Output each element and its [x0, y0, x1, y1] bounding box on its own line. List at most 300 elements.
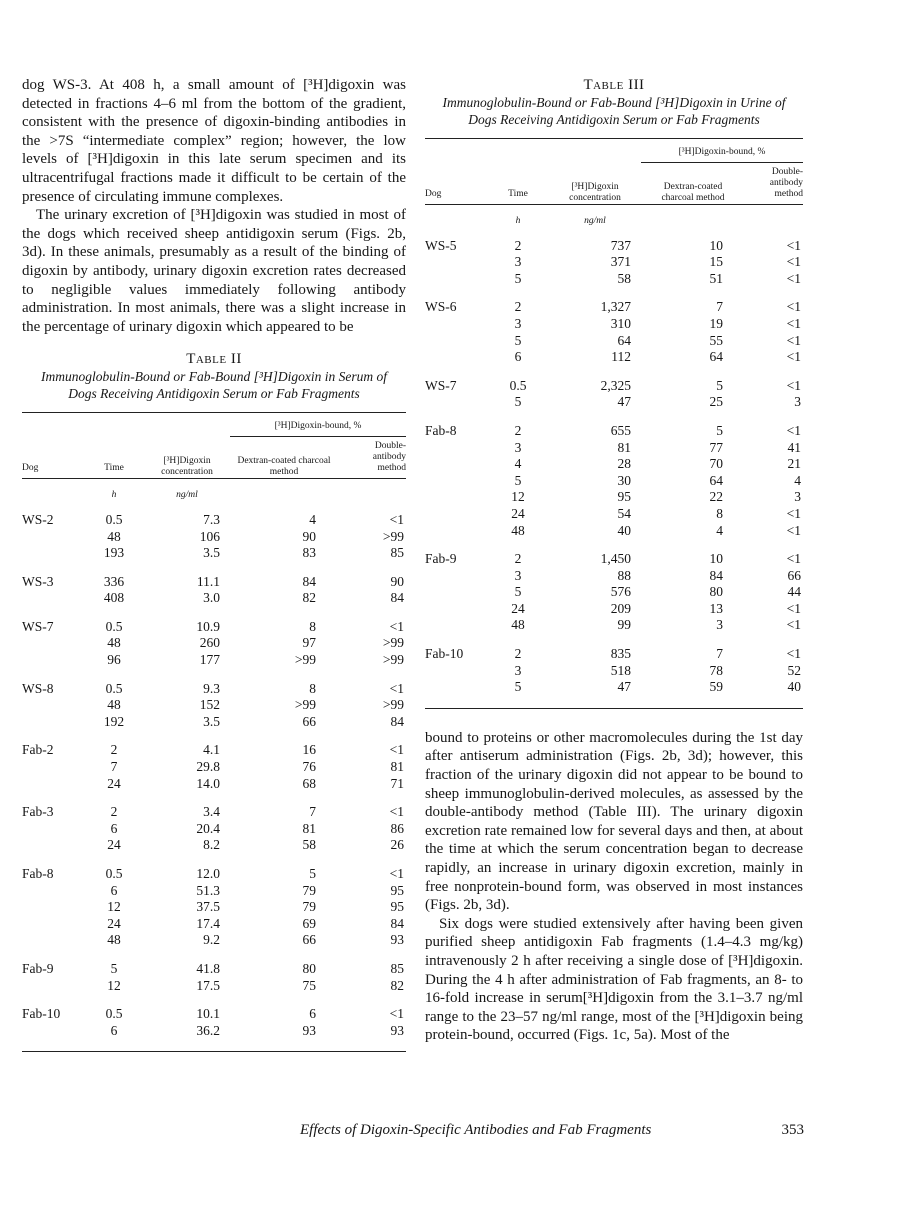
dextran-cell: 68 — [302, 775, 316, 791]
time-cell: 5 — [110, 960, 118, 976]
dextran-cell: 80 — [709, 584, 723, 600]
table2-group-header: [³H]Digoxin-bound, % — [230, 413, 406, 442]
concentration-cell: 371 — [610, 254, 631, 270]
dog-label: Fab-9 — [425, 551, 457, 567]
double-antibody-cell: 40 — [787, 679, 801, 695]
concentration-cell: 576 — [610, 584, 631, 600]
double-antibody-cell: 82 — [390, 977, 404, 993]
double-antibody-cell: 86 — [390, 820, 404, 836]
double-antibody-cell: <1 — [786, 299, 801, 315]
double-antibody-cell: 81 — [390, 759, 404, 775]
concentration-cell: 112 — [611, 349, 631, 365]
dextran-cell: 84 — [709, 567, 723, 583]
table-row — [425, 679, 803, 708]
time-cell: 24 — [107, 915, 121, 931]
table3-group — [425, 299, 803, 377]
concentration-cell: 310 — [610, 315, 631, 331]
time-cell: 0.5 — [509, 377, 527, 393]
dextran-cell: 83 — [302, 545, 316, 561]
dextran-cell: 25 — [709, 394, 723, 410]
table3-group — [425, 238, 803, 300]
concentration-cell: 3.5 — [203, 545, 220, 561]
dextran-cell: 79 — [302, 882, 316, 898]
time-cell: 2 — [110, 804, 118, 820]
table2-unit-time: h — [111, 490, 117, 501]
dog-label: WS-7 — [22, 618, 54, 634]
table3-group — [425, 551, 803, 646]
double-antibody-cell: <1 — [786, 522, 801, 538]
concentration-cell: 177 — [199, 652, 220, 668]
table2-col-time: Time — [84, 441, 144, 479]
table2-col-conc: [³H]Digoxin concentration — [144, 441, 230, 479]
table-row — [425, 333, 803, 350]
running-title: Effects of Digoxin-Specific Antibodies and Fab Fragments — [300, 1122, 652, 1138]
table-row — [425, 316, 803, 333]
table-row — [22, 529, 406, 546]
double-antibody-cell: >99 — [382, 652, 404, 668]
table-row — [22, 932, 406, 961]
dextran-cell: 97 — [302, 635, 316, 651]
dextran-cell: 75 — [302, 977, 316, 993]
table2-group — [22, 804, 406, 866]
concentration-cell: 260 — [199, 635, 220, 651]
double-antibody-cell: <1 — [786, 646, 801, 662]
double-antibody-cell: <1 — [389, 1006, 404, 1022]
concentration-cell: 37.5 — [196, 899, 220, 915]
table3 — [425, 138, 803, 713]
dextran-cell: >99 — [294, 652, 316, 668]
dextran-cell: 82 — [302, 590, 316, 606]
dextran-cell: 5 — [716, 377, 723, 393]
time-cell: 48 — [511, 617, 525, 633]
dextran-cell: 70 — [709, 456, 723, 472]
dextran-cell: 84 — [302, 573, 316, 589]
table-row — [425, 440, 803, 457]
time-cell: 192 — [103, 713, 125, 729]
concentration-cell: 3.4 — [203, 804, 220, 820]
time-cell: 2 — [514, 551, 522, 567]
dextran-cell: 15 — [709, 254, 723, 270]
table2-group — [22, 681, 406, 743]
time-cell: 48 — [511, 522, 525, 538]
double-antibody-cell: <1 — [786, 349, 801, 365]
table2-group — [22, 866, 406, 961]
table3-group — [425, 423, 803, 551]
time-cell: 2 — [514, 299, 522, 315]
concentration-cell: 47 — [617, 679, 631, 695]
table-row — [22, 1023, 406, 1052]
double-antibody-cell: 85 — [390, 545, 404, 561]
concentration-cell: 3.0 — [203, 590, 220, 606]
time-cell: 6 — [110, 882, 118, 898]
double-antibody-cell: 90 — [390, 573, 404, 589]
table-row — [22, 759, 406, 776]
table2-col-dextran: Dextran-coated charcoal method — [230, 441, 338, 479]
left-column — [22, 76, 406, 1056]
table2-number: Table II — [186, 351, 242, 368]
double-antibody-cell: 3 — [794, 394, 801, 410]
dextran-cell: 22 — [709, 489, 723, 505]
table-row — [425, 456, 803, 473]
dog-label: Fab-3 — [22, 804, 54, 820]
concentration-cell: 54 — [617, 505, 631, 521]
table-row — [425, 238, 803, 255]
concentration-cell: 4.1 — [203, 742, 220, 758]
table2-group — [22, 1006, 406, 1052]
concentration-cell: 17.5 — [196, 977, 220, 993]
table3-number: Table III — [583, 77, 645, 93]
time-cell: 48 — [107, 635, 121, 651]
dextran-cell: 6 — [309, 1006, 316, 1022]
table-row — [22, 916, 406, 933]
double-antibody-cell: <1 — [786, 377, 801, 393]
table2-group — [22, 619, 406, 681]
double-antibody-cell: 4 — [794, 472, 801, 488]
table-row — [22, 978, 406, 1007]
concentration-cell: 28 — [617, 456, 631, 472]
time-cell: 0.5 — [105, 1006, 123, 1022]
page-number: 353 — [781, 1122, 804, 1138]
dextran-cell: 66 — [302, 713, 316, 729]
table-row — [22, 714, 406, 743]
time-cell: 5 — [514, 679, 522, 695]
dextran-cell: 3 — [716, 617, 723, 633]
dextran-cell: 79 — [302, 899, 316, 915]
dextran-cell: 76 — [302, 759, 316, 775]
concentration-cell: 64 — [617, 332, 631, 348]
table-row — [425, 523, 803, 552]
concentration-cell: 41.8 — [196, 960, 220, 976]
concentration-cell: 10.1 — [196, 1006, 220, 1022]
time-cell: 336 — [103, 573, 125, 589]
time-cell: 0.5 — [105, 680, 123, 696]
time-cell: 96 — [107, 652, 121, 668]
table-row — [425, 551, 803, 568]
double-antibody-cell: 93 — [390, 1022, 404, 1038]
time-cell: 12 — [107, 899, 121, 915]
right-paragraph-2: Six dogs were studied extensively after having been given purified sheep antidigoxin Fab fragments (1.4–4.3 mg/kg) intravenously 2 h after receiving a single dose of [³H]digoxin. During the 4 h after administration of Fab fragments, an 8- to 16-fold increase in serum[³H]digoxin from the 3.1–3.7 ng/ml range to the 23–57 ng/ml range, most of the [³H]digoxin being protein-bound, occurred (Figs. 1c, 5a). Most of the — [425, 915, 803, 1044]
time-cell: 5 — [514, 270, 522, 286]
left-paragraph-2: The urinary excretion of [³H]digoxin was studied in most of the dogs which received sheep antidigoxin serum (Figs. 2b, 3d). In these animals, presumably as a result of the binding of digoxin by antibody, urinary digoxin excretion rates decreased to negligible values immediately following antibody administration. In most animals, there was a slight increase in the percentage of urinary digoxin which appeared to be — [22, 207, 406, 335]
table2-group — [22, 742, 406, 804]
table-row — [425, 584, 803, 601]
dog-label: WS-5 — [425, 237, 457, 253]
double-antibody-cell: 84 — [390, 713, 404, 729]
time-cell: 408 — [103, 590, 125, 606]
table-row — [22, 776, 406, 805]
double-antibody-cell: 44 — [787, 584, 801, 600]
table2-group — [22, 961, 406, 1006]
double-antibody-cell: <1 — [389, 804, 404, 820]
double-antibody-cell: <1 — [786, 617, 801, 633]
double-antibody-cell: >99 — [382, 697, 404, 713]
concentration-cell: 152 — [199, 697, 220, 713]
dog-label: Fab-9 — [22, 960, 54, 976]
table3-col-dog: Dog — [425, 167, 487, 205]
dextran-cell: 5 — [716, 422, 723, 438]
concentration-cell: 3.5 — [203, 713, 220, 729]
double-antibody-cell: 95 — [390, 899, 404, 915]
dog-label: WS-8 — [22, 680, 54, 696]
table-row — [425, 568, 803, 585]
time-cell: 193 — [103, 545, 125, 561]
dextran-cell: 64 — [709, 472, 723, 488]
concentration-cell: 81 — [617, 439, 631, 455]
double-antibody-cell: <1 — [389, 680, 404, 696]
table3-unit-time: h — [515, 216, 521, 226]
time-cell: 2 — [514, 237, 522, 253]
dextran-cell: 59 — [709, 679, 723, 695]
time-cell: 5 — [514, 584, 522, 600]
concentration-cell: 518 — [610, 662, 631, 678]
dog-label: Fab-8 — [425, 422, 457, 438]
dextran-cell: 78 — [709, 662, 723, 678]
dog-label: Fab-8 — [22, 866, 54, 881]
concentration-cell: 95 — [617, 489, 631, 505]
double-antibody-cell: 52 — [787, 662, 801, 678]
table2-col-double: Double-antibody method — [338, 441, 406, 479]
double-antibody-cell: <1 — [786, 270, 801, 286]
time-cell: 24 — [511, 505, 525, 521]
time-cell: 6 — [110, 1022, 118, 1038]
double-antibody-cell: >99 — [382, 528, 404, 544]
double-antibody-cell: <1 — [786, 422, 801, 438]
time-cell: 5 — [514, 394, 522, 410]
table-row — [425, 506, 803, 523]
time-cell: 5 — [514, 472, 522, 488]
double-antibody-cell: <1 — [389, 511, 404, 527]
table-row — [22, 619, 406, 636]
time-cell: 24 — [511, 600, 525, 616]
table3-caption — [425, 76, 803, 128]
time-cell: 48 — [107, 697, 121, 713]
concentration-cell: 12.0 — [196, 866, 220, 881]
double-antibody-cell: 66 — [787, 567, 801, 583]
right-paragraph-1: bound to proteins or other macromolecules during the 1st day after antiserum administration (Figs. 2b, 3d); however, this fraction of the urinary digoxin did not appear to be bound to sheep immunoglobulin-derived molecules, as assessed by the double-antibody method (Table III). The urinary digoxin excretion rate remained low for several days and then, at about the time at which the serum concentration began to decrease rapidly, an increase in urinary digoxin excretion, mainly in free nonprotein-bound form, was observed in most instances (Figs. 2b, 3d). — [425, 729, 803, 914]
dextran-cell: 5 — [309, 866, 316, 881]
time-cell: 48 — [107, 932, 121, 948]
table2-unit-conc: ng/ml — [176, 490, 198, 501]
concentration-cell: 20.4 — [196, 820, 220, 836]
dog-label: WS-3 — [22, 573, 54, 589]
table-row — [22, 804, 406, 821]
table-row — [425, 473, 803, 490]
double-antibody-cell: 93 — [390, 932, 404, 948]
time-cell: 2 — [514, 646, 522, 662]
dextran-cell: 51 — [709, 270, 723, 286]
double-antibody-cell: >99 — [382, 635, 404, 651]
time-cell: 3 — [514, 567, 522, 583]
time-cell: 0.5 — [105, 511, 123, 527]
table-row — [425, 271, 803, 300]
concentration-cell: 835 — [610, 646, 631, 662]
concentration-cell: 17.4 — [196, 915, 220, 931]
dextran-cell: 8 — [716, 505, 723, 521]
table-row — [425, 617, 803, 646]
double-antibody-cell: <1 — [389, 742, 404, 758]
table-row — [425, 601, 803, 618]
table-row — [22, 590, 406, 619]
time-cell: 12 — [511, 489, 525, 505]
time-cell: 6 — [110, 820, 118, 836]
dextran-cell: 66 — [302, 932, 316, 948]
double-antibody-cell: 84 — [390, 915, 404, 931]
time-cell: 5 — [514, 332, 522, 348]
concentration-cell: 10.9 — [196, 618, 220, 634]
dextran-cell: >99 — [294, 697, 316, 713]
time-cell: 6 — [514, 349, 522, 365]
table2 — [22, 412, 406, 1056]
table2-group — [22, 574, 406, 619]
dog-label: Fab-2 — [22, 742, 54, 758]
table2-group — [22, 512, 406, 574]
concentration-cell: 29.8 — [196, 759, 220, 775]
table-row — [22, 697, 406, 714]
dextran-cell: 64 — [709, 349, 723, 365]
double-antibody-cell: <1 — [786, 600, 801, 616]
dextran-cell: 90 — [302, 528, 316, 544]
table-row — [22, 899, 406, 916]
table-row — [425, 299, 803, 316]
time-cell: 0.5 — [105, 866, 123, 881]
table2-col-dog: Dog — [22, 441, 84, 479]
concentration-cell: 737 — [610, 237, 631, 253]
left-paragraph-1: dog WS-3. At 408 h, a small amount of [³H]digoxin was detected in fractions 4–6 ml from the bottom of the gradient, consistent with the presence of digoxin-binding antibodies in the >7S “intermediate complex” region; however, the low levels of [³H]digoxin in this late serum specimen and its ultracentrifugal fractions made it difficult to be certain of the presence of circulating immune complexes. — [22, 77, 406, 205]
table-row — [22, 681, 406, 698]
table-row — [22, 866, 406, 883]
double-antibody-cell: 84 — [390, 590, 404, 606]
dextran-cell: 55 — [709, 332, 723, 348]
concentration-cell: 51.3 — [196, 882, 220, 898]
dextran-cell: 69 — [302, 915, 316, 931]
dextran-cell: 80 — [302, 960, 316, 976]
table3-col-conc: [³H]Digoxin concentration — [549, 167, 641, 205]
concentration-cell: 2,325 — [600, 377, 631, 393]
concentration-cell: 40 — [617, 522, 631, 538]
table-row — [22, 837, 406, 866]
table-row — [425, 378, 803, 395]
double-antibody-cell: 95 — [390, 882, 404, 898]
dextran-cell: 8 — [309, 680, 316, 696]
dextran-cell: 81 — [302, 820, 316, 836]
double-antibody-cell: <1 — [786, 332, 801, 348]
double-antibody-cell: <1 — [786, 237, 801, 253]
double-antibody-cell: 21 — [787, 456, 801, 472]
concentration-cell: 9.2 — [203, 932, 220, 948]
table-row — [22, 883, 406, 900]
table3-group-header: [³H]Digoxin-bound, % — [641, 139, 803, 168]
table-row — [425, 349, 803, 378]
concentration-cell: 655 — [610, 422, 631, 438]
dextran-cell: 4 — [309, 511, 316, 527]
concentration-cell: 209 — [610, 600, 631, 616]
concentration-cell: 106 — [199, 528, 220, 544]
table3-col-time: Time — [487, 167, 549, 205]
time-cell: 4 — [514, 456, 522, 472]
double-antibody-cell: <1 — [389, 618, 404, 634]
table3-unit-conc: ng/ml — [584, 216, 606, 226]
concentration-cell: 9.3 — [203, 680, 220, 696]
double-antibody-cell: 41 — [787, 439, 801, 455]
page-footer — [300, 1122, 804, 1139]
table3-col-dextran: Dextran-coated charcoal method — [641, 167, 745, 205]
dextran-cell: 13 — [709, 600, 723, 616]
double-antibody-cell: <1 — [786, 315, 801, 331]
double-antibody-cell: 26 — [390, 837, 404, 853]
dextran-cell: 58 — [302, 837, 316, 853]
dog-label: WS-7 — [425, 377, 457, 393]
double-antibody-cell: 3 — [794, 489, 801, 505]
dextran-cell: 93 — [302, 1022, 316, 1038]
table3-group — [425, 378, 803, 423]
concentration-cell: 58 — [617, 270, 631, 286]
concentration-cell: 99 — [617, 617, 631, 633]
table-row — [22, 512, 406, 529]
double-antibody-cell: <1 — [786, 505, 801, 521]
table-row — [425, 394, 803, 423]
time-cell: 7 — [110, 759, 118, 775]
dog-label: WS-6 — [425, 299, 457, 315]
double-antibody-cell: 71 — [390, 775, 404, 791]
table-row — [22, 742, 406, 759]
concentration-cell: 7.3 — [203, 511, 220, 527]
concentration-cell: 11.1 — [196, 573, 220, 589]
table3-group — [425, 646, 803, 708]
dextran-cell: 19 — [709, 315, 723, 331]
table2-title: Immunoglobulin-Bound or Fab-Bound [³H]Digoxin in Serum of Dogs Receiving Antidigoxin Serum or Fab Fragments — [40, 369, 388, 402]
time-cell: 0.5 — [105, 618, 123, 634]
table-row — [425, 646, 803, 663]
dextran-cell: 7 — [716, 646, 723, 662]
table-row — [425, 423, 803, 440]
table2-caption — [22, 350, 406, 402]
table-row — [425, 254, 803, 271]
table-row — [22, 545, 406, 574]
time-cell: 24 — [107, 837, 121, 853]
concentration-cell: 36.2 — [196, 1022, 220, 1038]
dextran-cell: 4 — [716, 522, 723, 538]
concentration-cell: 8.2 — [203, 837, 220, 853]
table-row — [22, 635, 406, 652]
dextran-cell: 10 — [709, 551, 723, 567]
concentration-cell: 1,327 — [600, 299, 631, 315]
time-cell: 2 — [110, 742, 118, 758]
dextran-cell: 7 — [716, 299, 723, 315]
double-antibody-cell: 85 — [390, 960, 404, 976]
dextran-cell: 8 — [309, 618, 316, 634]
concentration-cell: 14.0 — [196, 775, 220, 791]
time-cell: 3 — [514, 662, 522, 678]
dextran-cell: 77 — [709, 439, 723, 455]
table3-col-double: Double-antibody method — [745, 167, 803, 205]
dog-label: Fab-10 — [22, 1006, 61, 1022]
double-antibody-cell: <1 — [786, 254, 801, 270]
table3-title: Immunoglobulin-Bound or Fab-Bound [³H]Digoxin in Urine of Dogs Receiving Antidigoxin Serum or Fab Fragments — [442, 95, 786, 127]
time-cell: 2 — [514, 422, 522, 438]
table-row — [425, 489, 803, 506]
double-antibody-cell: <1 — [786, 551, 801, 567]
table-row — [22, 821, 406, 838]
concentration-cell: 30 — [617, 472, 631, 488]
time-cell: 3 — [514, 439, 522, 455]
concentration-cell: 1,450 — [600, 551, 631, 567]
dextran-cell: 10 — [709, 237, 723, 253]
right-column — [425, 76, 803, 1045]
dextran-cell: 7 — [309, 804, 316, 820]
time-cell: 3 — [514, 315, 522, 331]
table-row — [22, 961, 406, 978]
dextran-cell: 16 — [302, 742, 316, 758]
